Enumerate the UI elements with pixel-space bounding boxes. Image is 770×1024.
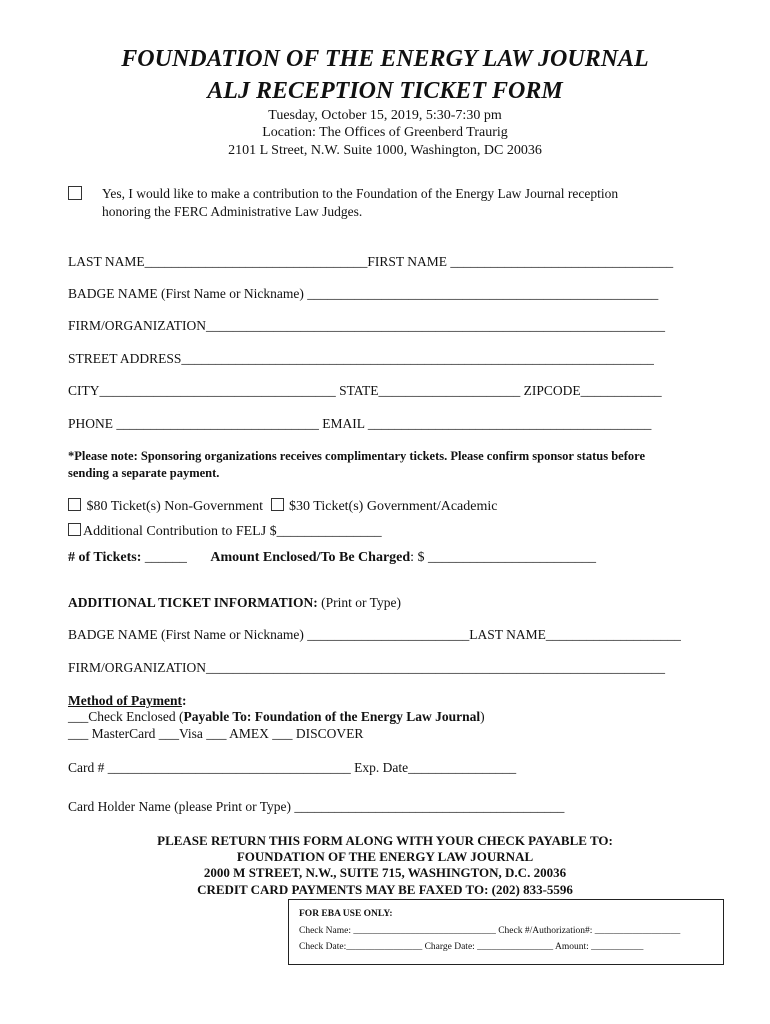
- return-line4: CREDIT CARD PAYMENTS MAY BE FAXED TO: (202) 833-5596: [197, 882, 573, 897]
- ticket-count-label: # of Tickets:: [68, 550, 142, 565]
- amount-field[interactable]: : $ ________________________: [410, 550, 597, 565]
- return-line3: 2000 M STREET, N.W., SUITE 715, WASHINGTON, D.C. 20036: [203, 865, 567, 880]
- firm-field[interactable]: FIRM/ORGANIZATION____________________________________________________________________: [68, 318, 665, 333]
- contribution-text-line2: honoring the FERC Administrative Law Judges.: [102, 204, 363, 219]
- eba-heading: FOR EBA USE ONLY:: [299, 909, 393, 919]
- academic-checkbox[interactable]: [271, 498, 284, 511]
- check-enclosed-option[interactable]: ___Check Enclosed (Payable To: Foundation of the Energy Law Journal): [68, 709, 485, 724]
- return-line1: PLEASE RETURN THIS FORM ALONG WITH YOUR CHECK PAYABLE TO:: [157, 833, 613, 848]
- form-title: FOUNDATION OF THE ENERGY LAW JOURNAL: [121, 46, 649, 72]
- additional-contribution-checkbox[interactable]: [68, 523, 81, 536]
- academic-label: $30 Ticket(s) Government/Academic: [289, 499, 498, 514]
- additional-firm-field[interactable]: FIRM/ORGANIZATION____________________________________________________________________: [68, 660, 665, 675]
- badge-name-field[interactable]: BADGE NAME (First Name or Nickname) ____________________________________________________: [68, 286, 659, 301]
- form-subtitle: ALJ RECEPTION TICKET FORM: [207, 78, 563, 104]
- street-address-field[interactable]: STREET ADDRESS______________________________________________________________________: [68, 351, 654, 366]
- card-holder-field[interactable]: Card Holder Name (please Print or Type) ________________________________________: [68, 799, 565, 814]
- additional-badge-last-field[interactable]: BADGE NAME (First Name or Nickname) ________________________LAST NAME____________________: [68, 627, 681, 642]
- eba-row2: Check Date:________________ Charge Date: ________________ Amount: ___________: [299, 942, 644, 952]
- eba-row1: Check Name: ______________________________ Check #/Authorization#: __________________: [299, 926, 681, 936]
- name-field[interactable]: LAST NAME_________________________________FIRST NAME _________________________________: [68, 254, 674, 269]
- event-address: 2101 L Street, N.W. Suite 1000, Washington, DC 20036: [228, 143, 542, 158]
- event-location: Location: The Offices of Greenberd Traurig: [262, 125, 508, 140]
- sponsor-note-line1: *Please note: Sponsoring organizations receives complimentary tickets. Please confirm sponsor status before: [68, 449, 646, 463]
- card-type-options[interactable]: ___ MasterCard ___Visa ___ AMEX ___ DISCOVER: [68, 726, 364, 741]
- sponsor-note-line2: sending a separate payment.: [68, 466, 220, 480]
- payment-heading: Method of Payment:: [68, 693, 187, 708]
- non-government-checkbox[interactable]: [68, 498, 81, 511]
- event-date: Tuesday, October 15, 2019, 5:30-7:30 pm: [268, 108, 502, 123]
- eba-use-only-box: [288, 899, 724, 965]
- non-government-label: $80 Ticket(s) Non-Government: [86, 499, 264, 514]
- additional-contribution-label[interactable]: Additional Contribution to FELJ $_______________: [83, 524, 382, 539]
- ticket-options: [68, 498, 497, 515]
- additional-info-heading: ADDITIONAL TICKET INFORMATION: (Print or Type): [68, 595, 401, 610]
- return-line2: FOUNDATION OF THE ENERGY LAW JOURNAL: [236, 849, 534, 864]
- additional-contribution: [68, 523, 382, 540]
- ticket-count-row: [68, 550, 596, 566]
- ticket-count-field[interactable]: ______: [141, 550, 187, 565]
- amount-label: Amount Enclosed/To Be Charged: [210, 550, 411, 565]
- contribution-text-line1: Yes, I would like to make a contribution to the Foundation of the Energy Law Journal reception: [102, 186, 619, 201]
- card-number-expiry-field[interactable]: Card # ____________________________________ Exp. Date________________: [68, 760, 517, 775]
- contribution-checkbox[interactable]: [68, 186, 82, 200]
- city-state-zip-field[interactable]: CITY___________________________________ STATE_____________________ ZIPCODE____________: [68, 383, 662, 398]
- phone-email-field[interactable]: PHONE ______________________________ EMAIL __________________________________________: [68, 416, 652, 431]
